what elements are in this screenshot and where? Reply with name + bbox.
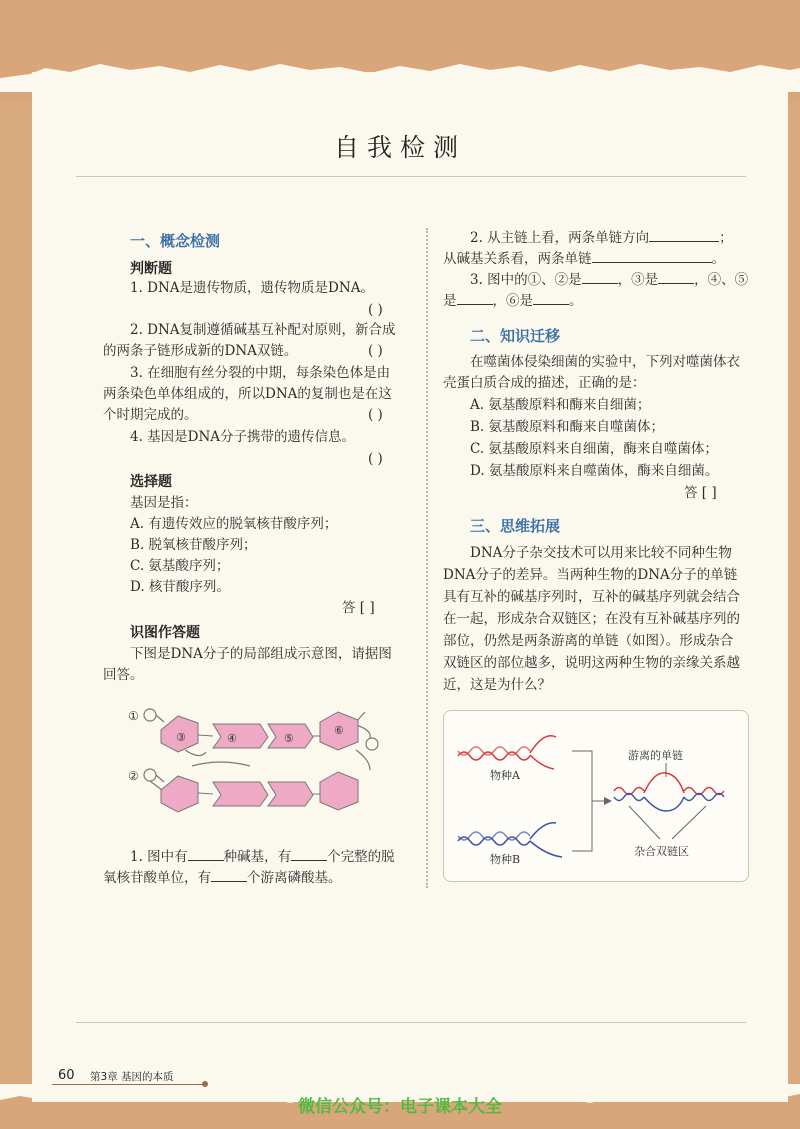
base-bottom-2 bbox=[268, 782, 313, 806]
footer-dot bbox=[202, 1081, 208, 1087]
choice-option-a: A. 有遗传效应的脱氧核苷酸序列； bbox=[130, 516, 338, 532]
footer-rule bbox=[52, 1084, 204, 1085]
figure-intro-line1: 下图是DNA分子的局部组成示意图，请据图 bbox=[130, 646, 392, 662]
figure-question-heading: 识图作答题 bbox=[130, 625, 200, 641]
base-bottom-1 bbox=[213, 782, 268, 806]
transfer-stem-line2: 壳蛋白质合成的描述，正确的是： bbox=[443, 375, 646, 391]
choice-option-b: B. 脱氧核苷酸序列； bbox=[130, 537, 257, 553]
phosphate-circle-top-left bbox=[144, 709, 156, 721]
answer-blank[interactable] bbox=[649, 229, 719, 242]
extension-line3: 具有互补的碱基序列时，互补的碱基序列就会结合 bbox=[443, 589, 740, 605]
pentagon-bottom-left bbox=[161, 776, 198, 812]
judge-q1: 1. DNA是遗传物质，遗传物质是DNA。 bbox=[130, 280, 374, 296]
transfer-stem-line1: 在噬菌体侵染细菌的实验中，下列对噬菌体衣 bbox=[470, 354, 740, 370]
judge-q3-line1: 3. 在细胞有丝分裂的中期，每条染色体是由 bbox=[130, 365, 391, 381]
figure-intro-line2: 回答。 bbox=[103, 667, 144, 683]
section-thinking-extension: 三、思维拓展 bbox=[470, 517, 561, 535]
dna-hybridization-figure bbox=[443, 710, 749, 882]
footer-divider bbox=[76, 1022, 746, 1023]
figure-q1-line2: 氧核苷酸单位，有 个游离磷酸基。 bbox=[103, 870, 342, 886]
phosphate-circle-right bbox=[366, 738, 378, 750]
phosphate-circle-bottom-left bbox=[144, 769, 156, 781]
choice-option-c: C. 氨基酸序列； bbox=[130, 558, 230, 574]
answer-blank[interactable] bbox=[211, 869, 247, 882]
column-divider bbox=[426, 228, 428, 888]
dna-label-2: ② bbox=[128, 769, 139, 783]
judge-q3-bracket: ( ) bbox=[368, 407, 383, 423]
dna-label-3: ③ bbox=[176, 731, 186, 744]
title-divider bbox=[76, 176, 746, 177]
figure-q3-line1: 3. 图中的①、②是 ，③是 ，④、⑤ bbox=[470, 272, 749, 288]
judge-q2-bracket: ( ) bbox=[368, 343, 383, 359]
torn-edge-top bbox=[0, 52, 800, 92]
answer-blank[interactable] bbox=[658, 271, 694, 284]
dna-structure-diagram bbox=[120, 700, 380, 830]
transfer-option-c: C. 氨基酸原料来自细菌，酶来自噬菌体； bbox=[470, 441, 718, 457]
extension-line6: 双链区的部位越多，说明这两种生物的亲缘关系越 bbox=[443, 655, 740, 671]
answer-blank[interactable] bbox=[457, 292, 493, 305]
judge-q4: 4. 基因是DNA分子携带的遗传信息。 bbox=[130, 429, 356, 445]
choice-stem: 基因是指： bbox=[130, 495, 198, 511]
choice-option-d: D. 核苷酸序列。 bbox=[130, 579, 230, 595]
section-knowledge-transfer: 二、知识迁移 bbox=[470, 327, 561, 345]
extension-line7: 近，这是为什么？ bbox=[443, 677, 551, 693]
transfer-option-a: A. 氨基酸原料和酶来自细菌； bbox=[470, 397, 651, 413]
transfer-option-d: D. 氨基酸原料来自噬菌体，酶来自细菌。 bbox=[470, 463, 719, 479]
extension-line4: 在一起，形成杂合双链区；在没有互补碱基序列的 bbox=[443, 611, 740, 627]
dna-label-6: ⑥ bbox=[334, 724, 344, 737]
chapter-title: 第3章 基因的本质 bbox=[90, 1071, 174, 1083]
dna-label-4: ④ bbox=[227, 732, 237, 745]
choice-answer-box: 答 [ ] bbox=[342, 600, 375, 616]
answer-blank[interactable] bbox=[592, 250, 712, 263]
answer-blank[interactable] bbox=[582, 271, 618, 284]
figure-q2-line1: 2. 从主链上看，两条单链方向 ； bbox=[470, 230, 733, 246]
page-number: 60 bbox=[58, 1068, 75, 1083]
wechat-watermark: 微信公众号：电子课本大全 bbox=[298, 1097, 502, 1117]
label-species-a: 物种A bbox=[490, 769, 520, 782]
judge-q1-bracket: ( ) bbox=[368, 302, 383, 318]
answer-blank[interactable] bbox=[188, 848, 224, 861]
judge-q2-line1: 2. DNA复制遵循碱基互补配对原则，新合成 bbox=[130, 322, 396, 338]
pentagon-bottom-right bbox=[320, 772, 358, 810]
answer-blank[interactable] bbox=[291, 848, 327, 861]
label-species-b: 物种B bbox=[490, 853, 521, 866]
section-concept-check: 一、概念检测 bbox=[130, 232, 221, 250]
judge-heading: 判断题 bbox=[130, 261, 172, 277]
extension-line2: DNA分子的差异。当两种生物的DNA分子的单链 bbox=[443, 567, 738, 583]
extension-line5: 部位，仍然是两条游离的单链（如图）。形成杂合 bbox=[443, 633, 734, 649]
transfer-option-b: B. 氨基酸原料和酶来自噬菌体； bbox=[470, 419, 665, 435]
extension-line1: DNA分子杂交技术可以用来比较不同种生物 bbox=[470, 545, 732, 561]
figure-q3-line2: 是 ，⑥是 。 bbox=[443, 293, 583, 309]
base-4 bbox=[213, 724, 268, 748]
dna-label-1: ① bbox=[128, 709, 139, 723]
judge-q3-line2: 两条染色单体组成的，所以DNA的复制也是在这 bbox=[103, 386, 392, 402]
label-hybrid-region: 杂合双链区 bbox=[634, 845, 689, 858]
judge-q2-line2: 的两条子链形成新的DNA双链。 bbox=[103, 343, 298, 359]
dna-label-5: ⑤ bbox=[284, 732, 294, 745]
judge-q4-bracket: ( ) bbox=[368, 451, 383, 467]
transfer-answer-box: 答 [ ] bbox=[684, 485, 717, 501]
answer-blank[interactable] bbox=[533, 292, 569, 305]
page-title: 自我检测 bbox=[333, 133, 466, 162]
figure-q1-line1: 1. 图中有 种碱基，有 个完整的脱 bbox=[130, 849, 395, 865]
figure-q2-line2: 从碱基关系看，两条单链 。 bbox=[443, 251, 725, 267]
judge-q3-line3: 个时期完成的。 bbox=[103, 407, 198, 423]
choice-heading: 选择题 bbox=[130, 474, 172, 490]
label-free-strand: 游离的单链 bbox=[628, 749, 683, 762]
